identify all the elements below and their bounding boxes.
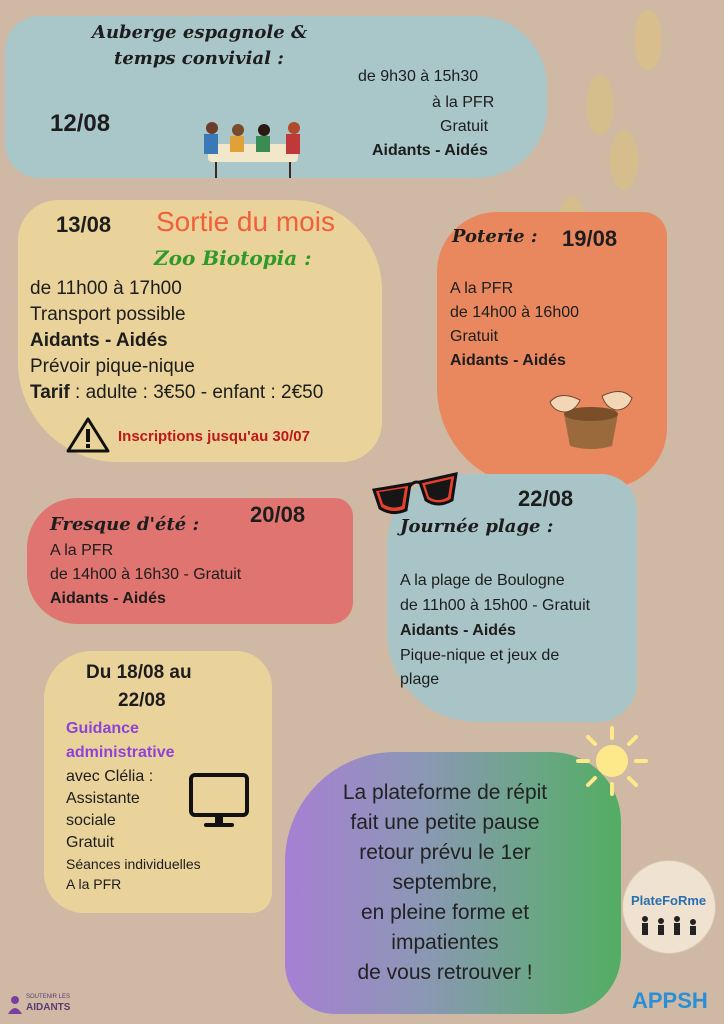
fresque-title: Fresque d'été : (50, 514, 200, 535)
sortie-subtitle: Zoo Biotopia : (154, 246, 312, 270)
sortie-date: 13/08 (56, 212, 112, 237)
pause-line: retour prévu le 1er (359, 841, 531, 864)
sortie-tarif (30, 382, 323, 404)
warning-icon (66, 416, 110, 454)
computer-monitor-icon (188, 772, 250, 832)
auberge-place: à la PFR (432, 94, 495, 111)
poterie-price: Gratuit (450, 328, 499, 345)
pause-line: de vous retrouver ! (357, 961, 533, 984)
pottery-hands-illustration (546, 380, 636, 450)
plage-date: 22/08 (518, 486, 574, 511)
plateforme-logo (622, 860, 716, 954)
soutenir-aidants-logo-icon (6, 994, 24, 1016)
poterie-title: Poterie : (452, 226, 538, 247)
sortie-title: Sortie du mois (156, 206, 335, 237)
sortie-tarif-values: : adulte : 3€50 - enfant : 2€50 (69, 382, 324, 403)
pause-line: en pleine forme et (360, 901, 530, 924)
soutenir-logo-line2: AIDANTS (26, 1002, 71, 1013)
sortie-time: de 11h00 à 17h00 (30, 278, 182, 299)
pause-message (300, 778, 590, 988)
pause-line: impatientes (391, 931, 499, 954)
guidance-date-line1: Du 18/08 au (86, 662, 192, 683)
fresque-date: 20/08 (250, 502, 306, 527)
auberge-title-line2: temps convivial : (114, 48, 284, 69)
guidance-role-2: sociale (66, 812, 116, 829)
plage-activities: Pique-nique et jeux de (400, 647, 560, 664)
auberge-audience: Aidants - Aidés (372, 142, 488, 159)
poterie-place: A la PFR (450, 280, 514, 297)
pause-line: septembre, (392, 871, 498, 894)
family-silhouette-icon (637, 915, 701, 937)
plage-place: A la plage de Boulogne (400, 572, 565, 589)
sortie-audience: Aidants - Aidés (30, 330, 168, 351)
appsh-logo: APPSH (632, 988, 708, 1013)
guidance-place: A la PFR (66, 876, 122, 892)
plage-activities-end: plage (400, 671, 440, 688)
sortie-registration-warning: Inscriptions jusqu'au 30/07 (118, 428, 310, 445)
auberge-price: Gratuit (440, 118, 489, 135)
poterie-audience: Aidants - Aidés (450, 352, 566, 369)
sortie-tarif-label: Tarif (30, 382, 70, 403)
auberge-date: 12/08 (50, 110, 111, 137)
pause-line: La plateforme de répit (342, 781, 548, 804)
guidance-sessions: Séances individuelles (66, 856, 201, 872)
guidance-role-1: Assistante (66, 790, 140, 807)
guidance-price: Gratuit (66, 834, 115, 851)
auberge-title-line1: Auberge espagnole & (92, 22, 308, 43)
fresque-place: A la PFR (50, 542, 114, 559)
plage-audience: Aidants - Aidés (400, 622, 516, 639)
sortie-picnic: Prévoir pique-nique (30, 356, 195, 377)
sortie-transport: Transport possible (30, 304, 186, 325)
sunglasses-icon (366, 470, 462, 522)
poterie-date: 19/08 (562, 226, 618, 251)
guidance-date-line2: 22/08 (118, 690, 166, 711)
poterie-time: de 14h00 à 16h00 (450, 304, 580, 321)
plage-time: de 11h00 à 15h00 - Gratuit (400, 597, 591, 614)
guidance-title-line2: administrative (66, 744, 175, 761)
fresque-audience: Aidants - Aidés (50, 590, 166, 607)
soutenir-logo-line1: SOUTENIR LES (26, 994, 71, 1000)
dining-people-illustration (190, 118, 312, 180)
plateforme-logo-text: PlateFoRme (631, 893, 707, 908)
fresque-time: de 14h00 à 16h30 - Gratuit (50, 566, 242, 583)
pause-line: fait une petite pause (350, 811, 540, 834)
guidance-title-line1: Guidance (66, 720, 139, 737)
auberge-time: de 9h30 à 15h30 (358, 68, 479, 85)
plage-title: Journée plage : (400, 516, 554, 537)
guidance-with: avec Clélia : (66, 768, 154, 785)
